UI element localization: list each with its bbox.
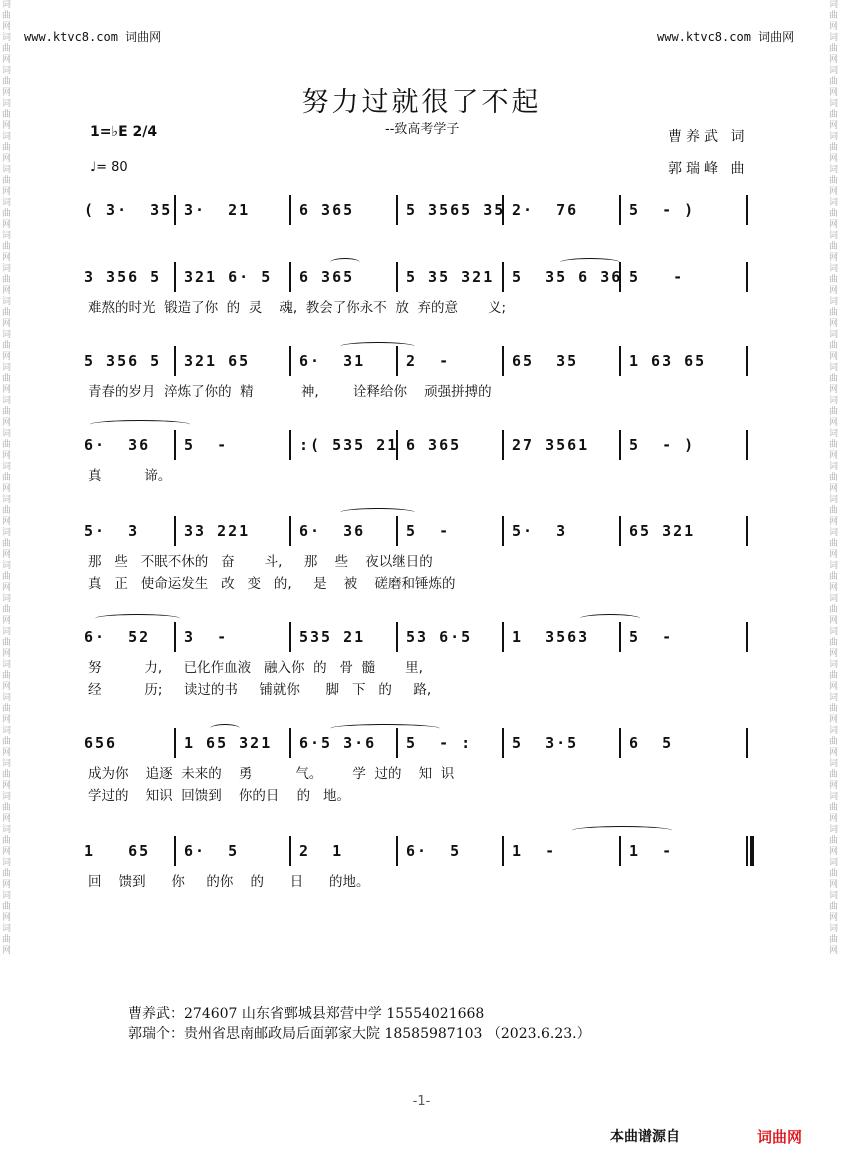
slur-mark [572, 826, 672, 835]
lyric-line: 经 历; 读过的书 铺就你 脚 下 的 路, [88, 682, 432, 698]
bar-line [289, 430, 291, 460]
bar-line [396, 516, 398, 546]
slur-mark [330, 724, 440, 733]
score-row [80, 195, 760, 225]
lyric-line: 难熬的时光 锻造了你 的 灵 魂, 教会了你永不 放 弃的意 义; [88, 300, 507, 316]
measure-notes: ( 3· 35 [84, 201, 173, 219]
lyric-line: 青春的岁月 淬炼了你的 精 神, 诠释给你 顽强拼搏的 [88, 384, 492, 400]
bar-line [289, 836, 291, 866]
bar-line [619, 836, 621, 866]
source-logo[interactable]: 词曲网 [757, 1128, 803, 1146]
measure-notes: 5 35 6 36 [512, 268, 623, 286]
bar-line [502, 836, 504, 866]
slur-mark [340, 508, 415, 517]
measure-notes: 321 65 [184, 352, 251, 370]
measure-notes: 1 65 [84, 842, 151, 860]
measure-notes: 5 - [406, 522, 451, 540]
lyric-line: 学过的 知识 回馈到 你的日 的 地。 [88, 788, 350, 804]
measure-notes: 5 3·5 [512, 734, 579, 752]
site-url-left[interactable]: www.ktvc8.com 词曲网 [24, 30, 162, 44]
bar-line [619, 346, 621, 376]
bar-line [619, 622, 621, 652]
score-row [80, 430, 760, 460]
bar-line [746, 622, 748, 652]
bar-line [174, 430, 176, 460]
bar-line [289, 622, 291, 652]
bar-line [289, 195, 291, 225]
measure-notes: 5 - ) [629, 201, 696, 219]
measure-notes: 5· 3 [512, 522, 568, 540]
measure-notes: 535 21 [299, 628, 366, 646]
bar-line [174, 346, 176, 376]
slur-mark [340, 342, 415, 351]
contact-line-lyricist: 曹养武：274607 山东省鄄城县郑营中学 15554021668 [128, 1006, 485, 1022]
bar-line [289, 728, 291, 758]
bar-line [174, 262, 176, 292]
slur-mark [90, 420, 190, 429]
bar-line [174, 195, 176, 225]
page-number: -1- [412, 1094, 431, 1109]
measure-notes: 33 221 [184, 522, 251, 540]
bar-line [396, 622, 398, 652]
measure-notes: 6· 36 [299, 522, 366, 540]
side-watermark-left: 词曲网词曲网词曲网词曲网词曲网词曲网词曲网词曲网词曲网词曲网词曲网词曲网词曲网词曲网词曲网词曲网词曲网词曲网词曲网词曲网词曲网词曲网词曲网词曲网词曲网词曲网词曲网词曲网词曲网 [2, 0, 12, 956]
tempo-marking: ♩= 80 [90, 160, 128, 175]
measure-notes: 6·5 3·6 [299, 734, 377, 752]
bar-line [746, 195, 748, 225]
bar-line [289, 516, 291, 546]
measure-notes: 6 365 [299, 268, 355, 286]
measure-notes: 65 35 [512, 352, 579, 370]
measure-notes: 2· 76 [512, 201, 579, 219]
song-subtitle: --致高考学子 [385, 122, 460, 137]
bar-line [502, 728, 504, 758]
slur-mark [210, 724, 240, 733]
bar-line [619, 516, 621, 546]
bar-line [502, 262, 504, 292]
measure-notes: 6 5 [629, 734, 674, 752]
bar-line [746, 836, 748, 866]
measure-notes: 6 365 [406, 436, 462, 454]
score-row [80, 836, 760, 866]
bar-line [746, 516, 748, 546]
slur-mark [580, 614, 640, 623]
measure-notes: 6· 52 [84, 628, 151, 646]
measure-notes: 6 365 [299, 201, 355, 219]
bar-line [174, 516, 176, 546]
bar-line [746, 346, 748, 376]
measure-notes: 5 35 321 [406, 268, 495, 286]
measure-notes: 3· 21 [184, 201, 251, 219]
measure-notes: 5 - [184, 436, 229, 454]
score-row [80, 262, 760, 292]
bar-line [619, 430, 621, 460]
score-row [80, 346, 760, 376]
measure-notes: 6· 5 [406, 842, 462, 860]
lyric-line: 真 谛。 [88, 468, 172, 484]
measure-notes: :( 535 21 [299, 436, 399, 454]
measure-notes: 1 - [629, 842, 674, 860]
bar-line [396, 195, 398, 225]
measure-notes: 5 - [629, 628, 674, 646]
bar-line [289, 262, 291, 292]
slur-mark [95, 614, 180, 623]
bar-line [619, 728, 621, 758]
measure-notes: 1 3563 [512, 628, 590, 646]
measure-notes: 53 6·5 [406, 628, 473, 646]
bar-line [174, 728, 176, 758]
contact-line-composer: 郭瑞个：贵州省思南邮政局后面郭家大院 18585987103 （2023.6.23.） [128, 1026, 591, 1042]
measure-notes: 6· 5 [184, 842, 240, 860]
measure-notes: 2 1 [299, 842, 344, 860]
bar-line [746, 728, 748, 758]
source-label: 本曲谱源自 [610, 1129, 680, 1145]
measure-notes: 5 3565 35 [406, 201, 506, 219]
measure-notes: 1 - [512, 842, 557, 860]
bar-line [289, 346, 291, 376]
measure-notes: 656 [84, 734, 118, 752]
composer-credit: 郭瑞峰 曲 [668, 161, 749, 177]
bar-line [746, 430, 748, 460]
lyric-line: 那 些 不眠不休的 奋 斗, 那 些 夜以继日的 [88, 554, 433, 570]
measure-notes: 321 6· 5 [184, 268, 273, 286]
bar-line [174, 622, 176, 652]
score-row [80, 516, 760, 546]
bar-line [502, 346, 504, 376]
measure-notes: 5 - : [406, 734, 473, 752]
measure-notes: 6· 36 [84, 436, 151, 454]
bar-line [746, 262, 748, 292]
bar-line [502, 516, 504, 546]
measure-notes: 2 - [406, 352, 451, 370]
measure-notes: 6· 31 [299, 352, 366, 370]
bar-line [502, 622, 504, 652]
key-signature: 1=♭E 2/4 [90, 124, 158, 140]
bar-line [619, 195, 621, 225]
lyric-line: 努 力, 已化作血液 融入你 的 骨 髓 里, [88, 660, 423, 676]
measure-notes: 3 - [184, 628, 229, 646]
side-watermark-right: 词曲网词曲网词曲网词曲网词曲网词曲网词曲网词曲网词曲网词曲网词曲网词曲网词曲网词曲网词曲网词曲网词曲网词曲网词曲网词曲网词曲网词曲网词曲网词曲网词曲网词曲网词曲网词曲网词曲网 [829, 0, 839, 956]
final-bar-line [750, 836, 754, 866]
measure-notes: 65 321 [629, 522, 696, 540]
bar-line [396, 836, 398, 866]
measure-notes: 5 - [629, 268, 685, 286]
measure-notes: 5 356 5 [84, 352, 162, 370]
slur-mark [330, 258, 360, 267]
bar-line [174, 836, 176, 866]
measure-notes: 1 63 65 [629, 352, 707, 370]
lyric-line: 真 正 使命运发生 改 变 的, 是 被 磋磨和锤炼的 [88, 576, 456, 592]
measure-notes: 3 356 5 [84, 268, 162, 286]
bar-line [502, 430, 504, 460]
bar-line [396, 262, 398, 292]
measure-notes: 27 3561 [512, 436, 590, 454]
song-title: 努力过就很了不起 [301, 87, 542, 118]
lyric-line: 成为你 追逐 未来的 勇 气。 学 过的 知 识 [88, 766, 455, 782]
lyric-line: 回 馈到 你 的你 的 日 的地。 [88, 874, 370, 890]
measure-notes: 1 65 321 [184, 734, 273, 752]
measure-notes: 5· 3 [84, 522, 140, 540]
score-row [80, 622, 760, 652]
site-url-right[interactable]: www.ktvc8.com 词曲网 [657, 30, 795, 44]
slur-mark [560, 258, 620, 267]
measure-notes: 5 - ) [629, 436, 696, 454]
lyricist-credit: 曹养武 词 [668, 129, 749, 145]
